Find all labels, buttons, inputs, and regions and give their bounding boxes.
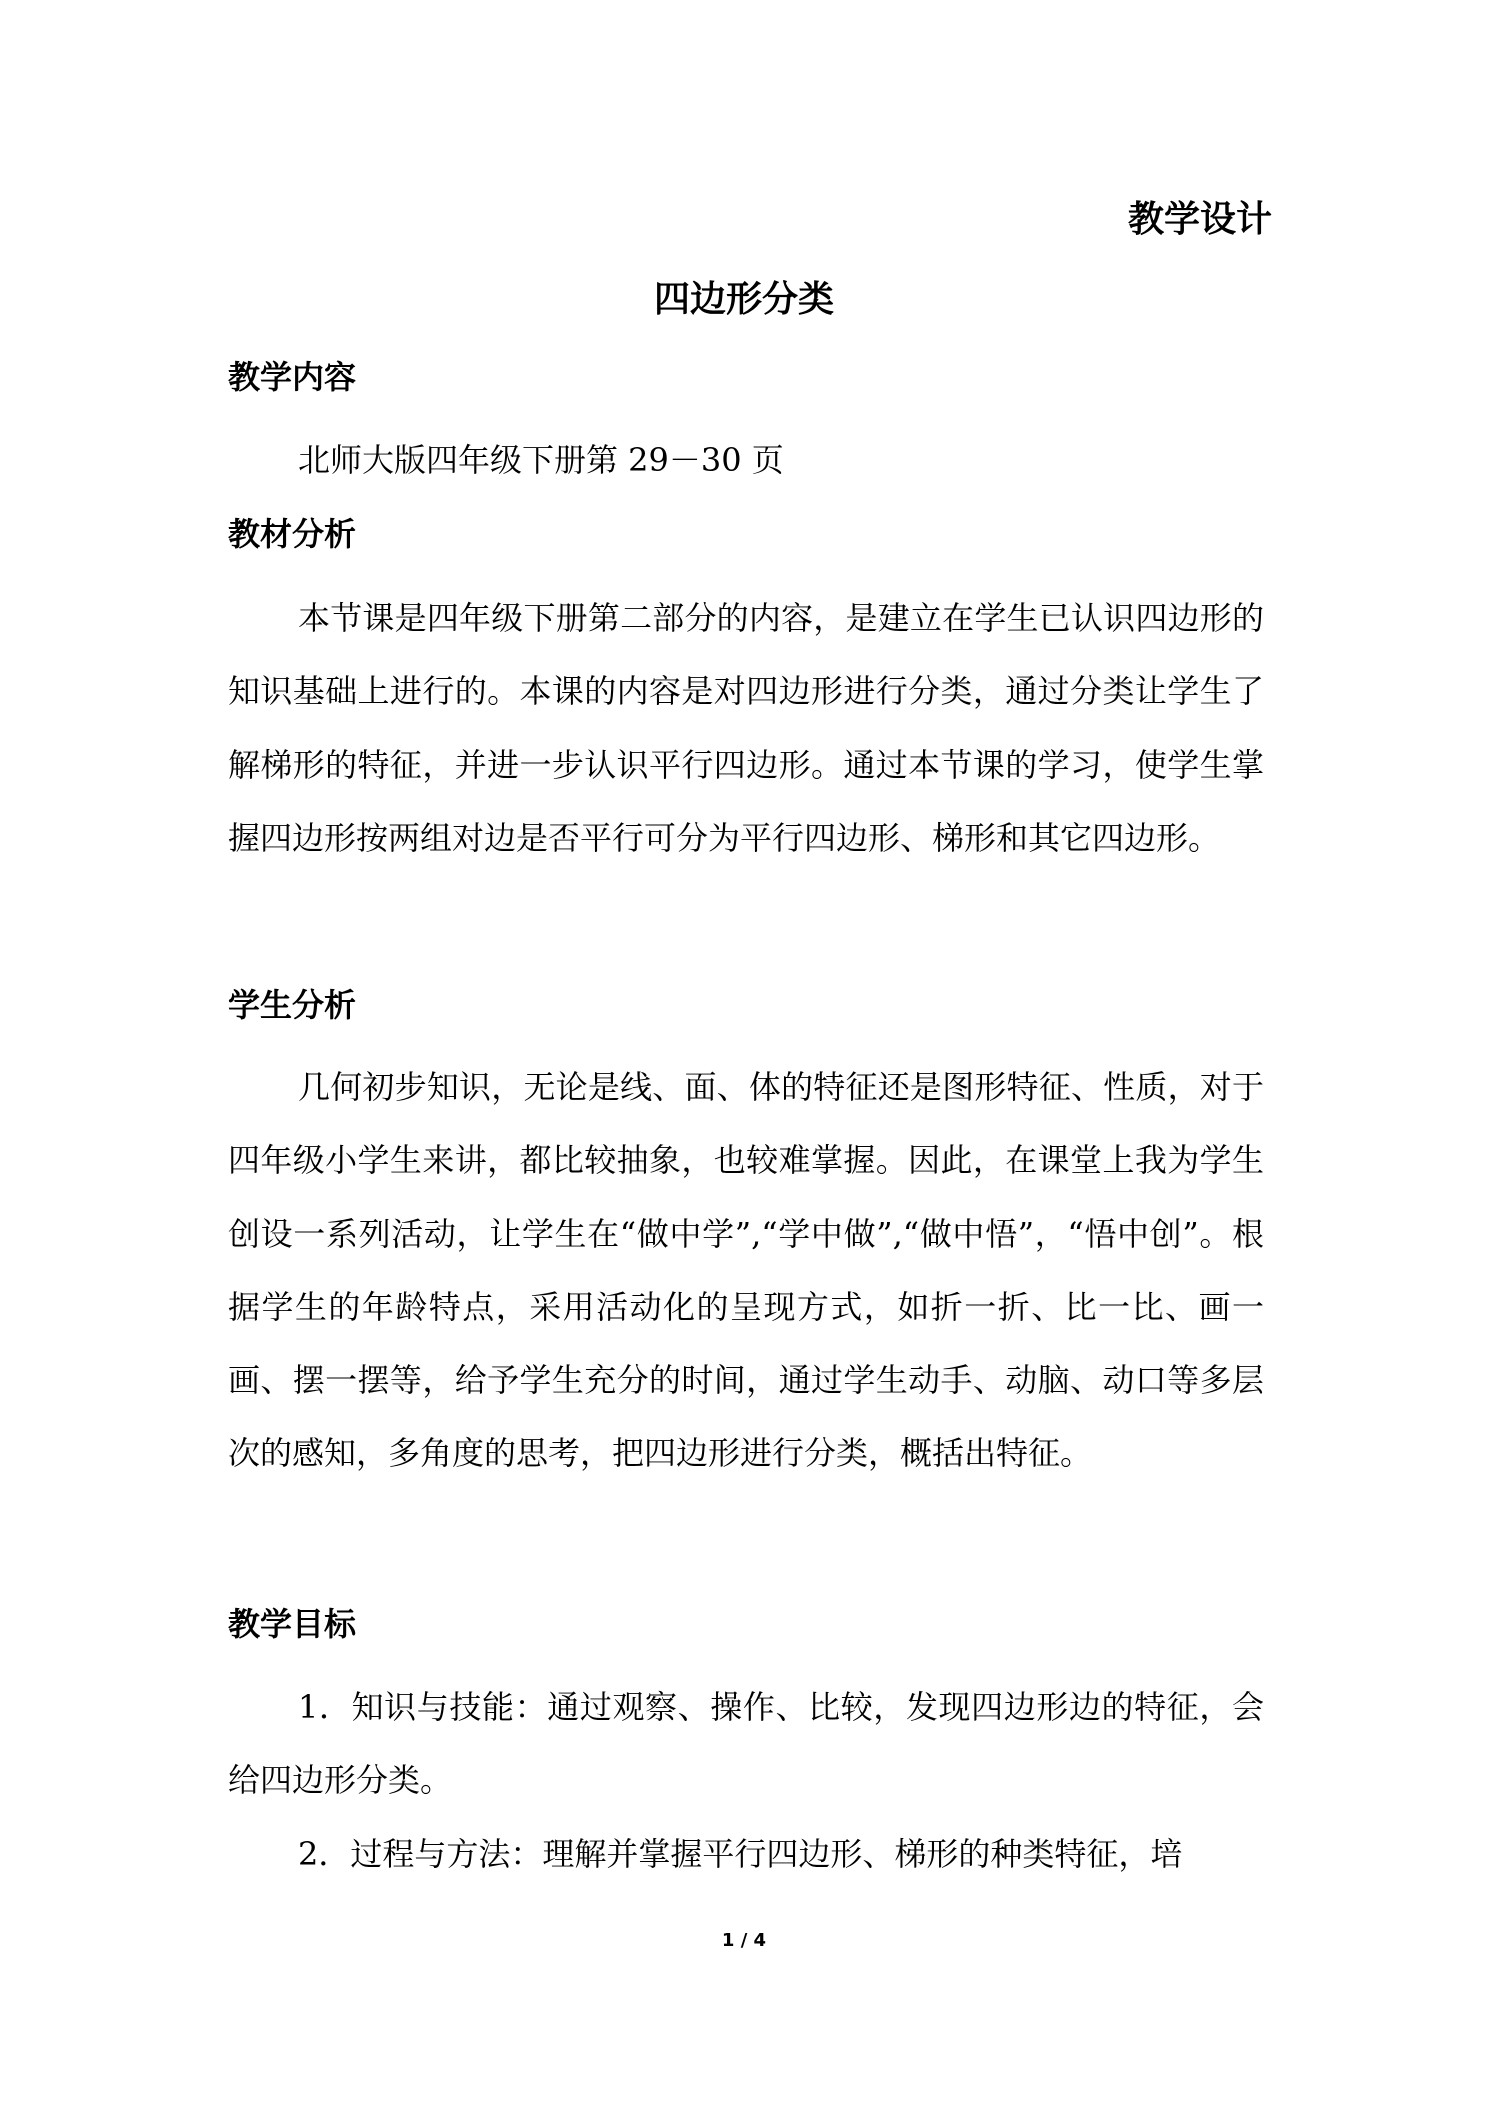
section-body-students: 几何初步知识，无论是线、面、体的特征还是图形特征、性质，对于四年级小学生来讲，都比较抽象，也较难掌握。因此，在课堂上我为学生创设一系列活动，让学生在“做中学”,“学中做”,“做中悟”，“悟中创”。根据学生的年龄特点，采用活动化的呈现方式，如折一折、比一比、画一画、摆一摆等，给予学生充分的时间，通过学生动手、动脑、动口等多层次的感知，多角度的思考，把四边形进行分类，概括出特征。 [228, 1068, 1264, 1473]
section-heading-goals: 教学目标 [228, 1605, 357, 1643]
section-heading-students: 学生分析 [228, 986, 357, 1024]
goal-item-1: 1．知识与技能：通过观察、操作、比较，发现四边形边的特征，会给四边形分类。 [228, 1688, 1264, 1800]
section-body-material: 本节课是四年级下册第二部分的内容，是建立在学生已认识四边形的知识基础上进行的。本课的内容是对四边形进行分类，通过分类让学生了解梯形的特征，并进一步认识平行四边形。通过本节课的学习，使学生掌握四边形按两组对边是否平行可分为平行四边形、梯形和其它四边形。 [228, 599, 1264, 857]
section-heading-material: 教材分析 [228, 515, 357, 553]
document-title: 四边形分类 [653, 279, 834, 320]
section-heading-content: 教学内容 [228, 358, 357, 396]
document-type-label: 教学设计 [1127, 199, 1272, 240]
goal-item-2: 2．过程与方法：理解并掌握平行四边形、梯形的种类特征，培 [298, 1835, 1183, 1873]
section-body-content: 北师大版四年级下册第 29－30 页 [298, 441, 784, 479]
page-number: 1 / 4 [721, 1930, 767, 1951]
